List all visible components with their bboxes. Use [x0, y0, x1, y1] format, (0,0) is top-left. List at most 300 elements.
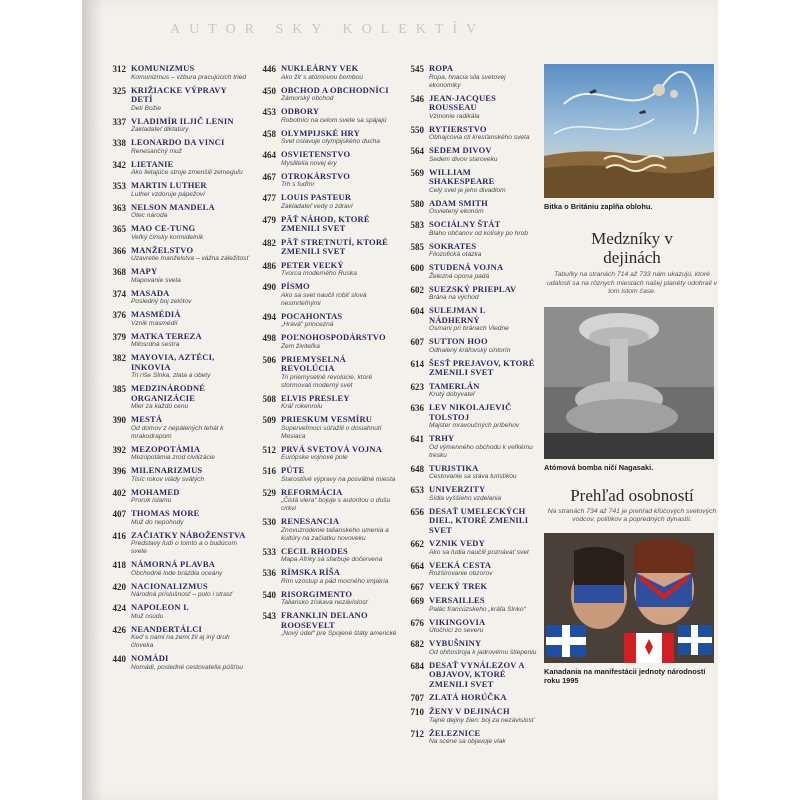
entry-description: Deti Božie	[131, 104, 162, 112]
contents-entry	[250, 355, 400, 390]
entry-page-number: 669	[410, 596, 424, 606]
entry-title: ZLATÁ HORÚČKA	[429, 692, 507, 702]
entry-title: SULEJMAN I. NÁDHERNÝ	[429, 305, 486, 325]
contents-column-2	[250, 64, 400, 642]
entry-page-number: 585	[410, 241, 424, 252]
entry-page-number: 385	[112, 384, 126, 394]
entry-page-number: 446	[262, 64, 276, 74]
entry-text	[131, 64, 250, 82]
entry-description: Vznik masmédií	[131, 319, 178, 327]
contents-entry	[100, 117, 250, 135]
sidebar	[544, 64, 720, 685]
entry-text	[429, 168, 538, 195]
section-title-milestones: Medzníky v dejinách	[591, 229, 673, 267]
entry-description: Železná opona padá	[429, 272, 490, 280]
entry-title: ODBORY	[281, 106, 320, 116]
entry-text	[281, 488, 400, 514]
entry-title: MAO CE-TUNG	[131, 223, 196, 233]
contents-entry	[250, 333, 400, 351]
entry-text	[281, 312, 400, 330]
entry-title: VYBUŠNINY	[429, 638, 482, 648]
entry-description: Keď s nami na zemi žil aj iný druh človeka	[131, 634, 230, 649]
entry-description: Odhalený kráľovský cintorín	[429, 346, 511, 354]
entry-page-number: 467	[262, 171, 276, 182]
entry-title: VZNIK VEDY	[429, 538, 485, 548]
contents-entry	[250, 193, 400, 211]
entry-title: POCAHONTAS	[281, 310, 343, 321]
entry-page-number: 366	[112, 245, 126, 256]
entry-text	[131, 384, 250, 411]
entry-title: MILENARIZMUS	[131, 465, 203, 475]
entry-title: WILLIAM SHAKESPEARE	[429, 166, 495, 186]
contents-entry	[250, 150, 400, 168]
contents-entry	[250, 172, 400, 190]
entry-page-number: 564	[410, 146, 424, 156]
entry-page-number: 342	[112, 159, 126, 170]
contents-entry	[398, 403, 538, 430]
contents-entry	[100, 181, 250, 199]
entry-text	[429, 382, 538, 400]
contents-entry	[100, 531, 250, 557]
entry-description: Palác francúzskeho „kráľa Slnko“	[429, 605, 526, 613]
battle-of-britain-image	[544, 64, 714, 198]
entry-description: Ako lietajúce stroje zmenšili zemeguľu	[131, 169, 243, 176]
entry-page-number: 530	[262, 517, 276, 527]
contents-entry	[100, 289, 250, 307]
entry-description: Zem živiteľka	[281, 342, 320, 350]
entry-description: Tri priemyselné revolúcie, ktoré sformovali moderný svet	[281, 373, 373, 389]
entry-text	[429, 661, 538, 690]
entry-description: Zámorský obchod	[281, 95, 334, 102]
entry-page-number: 509	[262, 415, 276, 425]
contents-entry	[100, 466, 250, 484]
entry-page-number: 464	[262, 150, 276, 160]
entry-text	[281, 547, 400, 565]
entry-page-number: 684	[410, 660, 424, 671]
entry-description: Posledný boj zelótov	[131, 298, 192, 305]
entry-page-number: 664	[410, 560, 424, 571]
contents-entry	[100, 654, 250, 672]
entry-page-number: 656	[410, 506, 424, 517]
contents-entry	[100, 353, 250, 380]
entry-description: Kráľ rokenrolu	[281, 403, 323, 410]
entry-description: Rím vzostup a pád mocného impéria	[281, 577, 389, 585]
entry-title: OSVIETENSTVO	[281, 149, 351, 159]
entry-text	[429, 263, 538, 281]
entry-page-number: 600	[410, 263, 424, 273]
entry-title: PETER VEĽKÝ	[281, 259, 344, 270]
entry-title: MEZOPOTÁMIA	[131, 443, 201, 454]
entry-page-number: 667	[410, 582, 424, 592]
entry-description: Komunizmus – vzbura pracujúcich tried	[131, 73, 247, 81]
entry-title: ŽENY V DEJINÁCH	[429, 706, 510, 716]
entry-description: Brána na východ	[429, 294, 479, 301]
caption-battle-of-britain: Bitka o Britániu zaplňa oblohu.	[544, 202, 653, 211]
contents-entry	[398, 146, 538, 164]
entry-title: VEĽKÁ CESTA	[429, 559, 492, 570]
contents-entry	[250, 466, 400, 484]
entry-title: PRIESKUM VESMÍRU	[281, 414, 373, 424]
entry-description: Osvietený ekonóm	[429, 208, 484, 215]
contents-entry	[250, 282, 400, 308]
entry-page-number: 424	[112, 603, 126, 613]
entry-text	[131, 445, 250, 463]
entry-description: Robotníci na celom svete sa spájajú	[281, 116, 387, 124]
contents-column-3	[398, 64, 538, 750]
entry-text	[281, 333, 400, 351]
entry-description: Otec národa	[131, 212, 168, 219]
contents-entry	[398, 263, 538, 281]
entry-title: NÁMORNÁ PLAVBA	[131, 559, 216, 569]
entry-title: VLADIMÍR ILJIČ LENIN	[131, 115, 234, 126]
contents-entry	[100, 267, 250, 285]
entry-page-number: 365	[112, 224, 126, 234]
entry-title: NEANDERTÁLCI	[131, 623, 203, 634]
entry-description: Svet oslavuje olympijského ducha	[281, 138, 380, 145]
entry-text	[429, 285, 538, 303]
contents-entry	[100, 310, 250, 328]
entry-description: Milosrdná sestra	[131, 341, 180, 348]
entry-title: ROPA	[429, 63, 454, 73]
entry-description: Superveľmoci súťažili o dosiahnutí Mesiaca	[281, 424, 382, 440]
entry-description: Nomádi, posledné cestovatelia púšťou	[131, 663, 243, 671]
contents-entry	[398, 539, 538, 557]
entry-title: ZAČIATKY NÁBOŽENSTVA	[131, 529, 246, 540]
entry-title: VEĽKÝ TREK	[429, 581, 488, 591]
entry-page-number: 636	[410, 403, 424, 413]
contents-entry	[250, 261, 400, 279]
entry-description: Ako sa ľudia naučili poznávať svet	[429, 548, 529, 556]
contents-entry	[250, 568, 400, 586]
contents-entry	[398, 582, 538, 592]
entry-text	[281, 238, 400, 257]
entry-page-number: 580	[410, 198, 424, 209]
entry-text	[131, 181, 250, 199]
face-painted-fans-photo	[544, 533, 714, 663]
entry-text	[281, 590, 400, 608]
entry-description: Majster mravoučných príbehov	[429, 422, 520, 429]
entry-page-number: 543	[262, 611, 276, 621]
contents-entry	[398, 359, 538, 378]
entry-text	[429, 242, 538, 260]
entry-description: Celý svet je jeho divadlom	[429, 186, 506, 194]
entry-page-number: 458	[262, 128, 276, 139]
contents-entry	[398, 618, 538, 636]
section-intro-personalities: Na stranách 734 až 741 je prehľad kľúčových svetových vodcov, politikov a popredných dynastií.	[547, 507, 717, 523]
entry-text	[429, 561, 538, 579]
entry-text	[131, 310, 250, 328]
entry-title: UNIVERZITY	[429, 484, 486, 494]
entry-text	[429, 693, 538, 703]
entry-description: Mier za každú cenu	[131, 403, 189, 410]
entry-title: SOKRATES	[429, 240, 477, 251]
entry-description: Osmani pri bránach Viedne	[429, 325, 509, 332]
contents-entry	[398, 242, 538, 260]
entry-description: Zakladateľ diktatúry	[131, 126, 189, 133]
entry-page-number: 490	[262, 282, 276, 292]
contents-entry	[250, 238, 400, 257]
entry-title: VIKINGOVIA	[429, 616, 486, 627]
entry-description: Od domov z nepálených tehál k mrakodrapom	[131, 424, 224, 440]
contents-entry	[250, 590, 400, 608]
entry-description: „Hravá“ princezná	[281, 321, 334, 328]
entry-page-number: 536	[262, 568, 276, 578]
entry-page-number: 546	[410, 93, 424, 104]
entry-page-number: 450	[262, 85, 276, 96]
battle-sky-illustration	[544, 64, 714, 198]
contents-entry	[398, 434, 538, 460]
entry-title: NUKLEÁRNY VEK	[281, 63, 359, 73]
entry-description: Rozširovanie obzorov	[429, 570, 493, 577]
entry-page-number: 506	[262, 354, 276, 365]
entry-title: POĽNOHOSPODÁRSTVO	[281, 332, 386, 342]
contents-entry	[250, 64, 400, 82]
entry-text	[131, 267, 250, 285]
entry-text	[429, 94, 538, 121]
contents-entry	[398, 199, 538, 217]
entry-page-number: 512	[262, 444, 276, 455]
entry-text	[429, 639, 538, 657]
entry-title: OBCHOD A OBCHODNÍCI	[281, 84, 389, 95]
entry-text	[429, 507, 538, 536]
entry-text	[131, 160, 250, 178]
entry-text	[281, 466, 400, 484]
caption-canadians: Kanadania na manifestácii jednoty národností roku 1995	[544, 666, 706, 685]
contents-entry	[398, 220, 538, 238]
entry-text	[429, 359, 538, 378]
entry-page-number: 368	[112, 267, 126, 277]
contents-entry	[250, 129, 400, 147]
entry-description: Od výmenného obchodu k veľkému tresku	[429, 443, 533, 459]
entry-title: SEDEM DIVOV	[429, 145, 492, 155]
entry-text	[281, 193, 400, 211]
entry-title: KRIŽIACKE VÝPRAVY DETÍ	[131, 84, 227, 104]
entry-description: Cestovanie sa stáva turistikou	[429, 473, 517, 480]
entry-page-number: 540	[262, 589, 276, 600]
entry-text	[131, 224, 250, 242]
entry-page-number: 338	[112, 138, 126, 148]
entry-text	[131, 654, 250, 672]
entry-title: DESAŤ VYNÁLEZOV A OBJAVOV, KTORÉ ZMENILI SVET	[429, 659, 525, 689]
entry-text	[281, 355, 400, 390]
entry-text	[131, 353, 250, 380]
entry-text	[429, 199, 538, 217]
contents-entry	[250, 488, 400, 514]
entry-title: MAPY	[131, 266, 158, 276]
entry-text	[131, 582, 250, 600]
entry-title: NAPOLEON I.	[131, 602, 189, 612]
entry-text	[429, 146, 538, 164]
entry-description: Predstavy ľudí o tomto a o budúcom svete	[131, 540, 237, 555]
entry-title: TURISTIKA	[429, 462, 479, 473]
contents-entry	[250, 312, 400, 330]
contents-entry	[250, 394, 400, 412]
entry-title: PÄŤ NÁHOD, KTORÉ ZMENILI SVET	[281, 213, 370, 233]
entry-description: Tvorca moderného Ruska	[281, 270, 357, 277]
entry-text	[131, 289, 250, 307]
entry-title: PRVÁ SVETOVÁ VOJNA	[281, 443, 383, 454]
entry-text	[281, 261, 400, 279]
contents-entry	[100, 203, 250, 221]
canadians-image	[544, 533, 714, 663]
contents-entry	[100, 64, 250, 82]
contents-entry	[100, 560, 250, 578]
entry-page-number: 486	[262, 260, 276, 271]
entry-page-number: 376	[112, 310, 126, 320]
entry-text	[281, 568, 400, 586]
entry-description: Ropa, hnacia sila svetovej ekonomiky	[429, 73, 506, 89]
contents-entry	[100, 246, 250, 264]
entry-page-number: 583	[410, 220, 424, 230]
entry-page-number: 379	[112, 331, 126, 342]
contents-entry	[398, 382, 538, 400]
entry-text	[131, 531, 250, 557]
entry-description: Sídla vyššieho vzdelania	[429, 494, 502, 502]
contents-entry	[100, 488, 250, 506]
entry-text	[429, 582, 538, 592]
entry-text	[429, 125, 538, 143]
entry-description: Veľký čínsky kormidelník	[131, 233, 204, 241]
entry-text	[131, 509, 250, 527]
entry-page-number: 614	[410, 358, 424, 369]
entry-description: Tri ríše Slnka, zlata a obety	[131, 372, 211, 379]
entry-page-number: 712	[410, 728, 424, 739]
entry-title: MANŽELSTVO	[131, 244, 194, 255]
entry-text	[429, 729, 538, 747]
caption-nagasaki: Atómová bomba ničí Nagasaki.	[544, 462, 654, 472]
entry-title: SUEZSKÝ PRIEPLAV	[429, 283, 517, 294]
entry-page-number: 407	[112, 509, 126, 519]
entry-text	[131, 466, 250, 484]
entry-description: Trh s ľuďmi	[281, 181, 314, 188]
entry-title: RYTIERSTVO	[429, 123, 487, 134]
contents-entry	[250, 215, 400, 234]
contents-entry	[398, 464, 538, 482]
entry-page-number: 641	[410, 434, 424, 444]
entry-text	[131, 560, 250, 578]
contents-entry	[100, 603, 250, 621]
contents-entry	[398, 485, 538, 503]
entry-page-number: 545	[410, 64, 424, 74]
entry-title: FRANKLIN DELANO ROOSEVELT	[281, 610, 368, 630]
contents-entry	[398, 94, 538, 121]
entry-page-number: 607	[410, 337, 424, 347]
entry-page-number: 479	[262, 214, 276, 225]
contents-entry	[398, 693, 538, 703]
entry-text	[429, 618, 538, 636]
entry-text	[429, 64, 538, 90]
entry-text	[281, 64, 400, 82]
entry-description: Taliansko získava nezávislosť	[281, 599, 368, 606]
entry-description: Myslitelia novej éry	[281, 159, 337, 167]
entry-page-number: 382	[112, 353, 126, 363]
contents-entry	[100, 384, 250, 411]
entry-text	[131, 138, 250, 156]
entry-description: Útočníci zo severu	[429, 627, 484, 634]
entry-description: „Čistá viera“ bojuje s autoritou o dušu cirkvi	[281, 497, 391, 512]
entry-title: PÚTE	[281, 465, 305, 475]
entry-page-number: 516	[262, 466, 276, 476]
entry-title: STUDENÁ VOJNA	[429, 262, 504, 272]
entry-description: Blaho občanov od kolísky po hrob	[429, 229, 528, 237]
contents-entry	[398, 729, 538, 747]
entry-title: RISORGIMENTO	[281, 588, 353, 599]
entry-title: RÍMSKA RÍŠA	[281, 567, 341, 577]
entry-title: MARTIN LUTHER	[131, 180, 207, 190]
section-title-personalities: Prehľad osobností	[570, 485, 694, 505]
entry-page-number: 682	[410, 639, 424, 649]
entry-text	[429, 464, 538, 482]
entry-page-number: 325	[112, 85, 126, 96]
running-head: AUTOR SKY KOLEKTÍV	[170, 22, 486, 37]
entry-title: MASMÉDIÁ	[131, 309, 181, 319]
entry-title: ŠESŤ PREJAVOV, KTORÉ ZMENILI SVET	[429, 357, 535, 377]
entry-text	[281, 394, 400, 412]
contents-entry	[398, 661, 538, 690]
entry-text	[281, 86, 400, 104]
entry-text	[429, 403, 538, 430]
contents-entry	[398, 596, 538, 614]
entry-title: OTROKÁRSTVO	[281, 170, 351, 181]
entry-text	[429, 707, 538, 725]
contents-entry	[100, 138, 250, 156]
entry-title: LOUIS PASTEUR	[281, 192, 352, 202]
entry-page-number: 337	[112, 116, 126, 127]
entry-title: PRIEMYSELNÁ REVOLÚCIA	[281, 353, 347, 373]
entry-page-number: 648	[410, 463, 424, 474]
entry-text	[429, 220, 538, 238]
entry-text	[131, 332, 250, 350]
nagasaki-image	[544, 307, 714, 459]
entry-text	[429, 539, 538, 557]
entry-page-number: 402	[112, 487, 126, 498]
entry-page-number: 374	[112, 288, 126, 299]
entry-description: Tisíc rokov vlády svätých	[131, 475, 205, 483]
entry-title: NOMÁDI	[131, 653, 169, 663]
entry-text	[429, 337, 538, 355]
entry-description: Na scéne sa objavuje vlak	[429, 738, 506, 745]
entry-page-number: 396	[112, 466, 126, 476]
entry-text	[131, 203, 250, 221]
entry-page-number: 498	[262, 333, 276, 343]
contents-entry	[398, 507, 538, 536]
entry-title: PÍSMO	[281, 281, 310, 291]
entry-page-number: 353	[112, 181, 126, 191]
entry-title: NELSON MANDELA	[131, 201, 215, 212]
entry-page-number: 482	[262, 237, 276, 248]
entry-title: MAYOVIA, AZTÉCI, INKOVIA	[131, 352, 215, 372]
entry-title: TAMERLÁN	[429, 380, 480, 391]
entry-description: Zakladateľ vedy o zdraví	[281, 202, 353, 210]
contents-entry	[398, 561, 538, 579]
entry-text	[281, 445, 400, 463]
section-intro-milestones: Tabuľky na stranách 714 až 733 nám ukazujú, ktoré udalosti sa na rôznych miestach našej planéty odohrali v tom istom čase.	[546, 271, 718, 295]
entry-title: TRHY	[429, 433, 455, 443]
entry-text	[281, 415, 400, 441]
entry-text	[281, 150, 400, 168]
contents-entry	[398, 337, 538, 355]
entry-title: JEAN-JACQUES ROUSSEAU	[429, 92, 497, 112]
entry-page-number: 623	[410, 381, 424, 392]
contents-entry	[398, 64, 538, 90]
entry-page-number: 418	[112, 560, 126, 570]
entry-description: Európske vojnové pole	[281, 454, 348, 461]
contents-entry	[100, 86, 250, 113]
entry-description: Mezopotámia zrod civilizácie	[131, 454, 215, 461]
entry-description: Sedem divov staroveku	[429, 155, 498, 163]
entry-title: PÄŤ STRETNUTÍ, KTORÉ ZMENILI SVET	[281, 236, 389, 256]
entry-text	[281, 215, 400, 234]
